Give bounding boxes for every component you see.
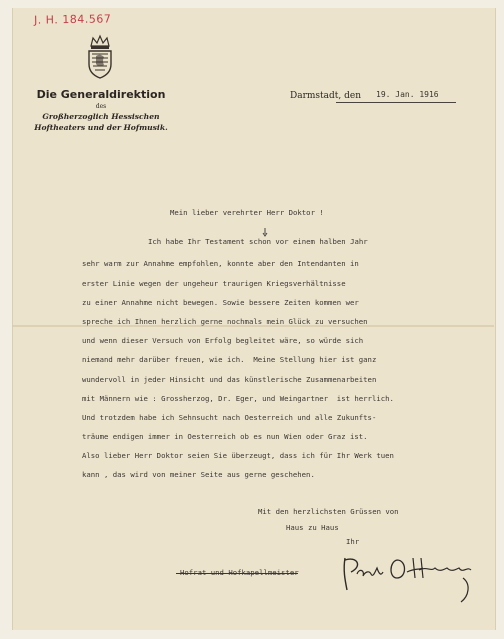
strike-through-line: [176, 573, 298, 574]
body-line: zu einer Annahme nicht bewegen. Sowie bessere Zeiten kommen wer: [82, 298, 359, 307]
closing-line-3: Ihr: [346, 537, 360, 546]
body-line: Ich habe Ihr Testament schon vor einem halben Jahr: [148, 237, 368, 246]
closing-line-1: Mit den herzlichsten Grüssen von: [258, 507, 399, 516]
letterhead-line-1: Großherzoglich Hessischen: [42, 112, 160, 121]
letterhead-des: des: [95, 103, 107, 110]
coat-of-arms-icon: [83, 34, 117, 80]
body-line: erster Linie wegen der ungeheur traurigen Kriegsverhältnisse: [82, 279, 346, 288]
body-line: mit Männern wie : Grossherzog, Dr. Eger, und Weingartner ist herrlich.: [82, 394, 394, 403]
greeting: Mein lieber verehrter Herr Doktor !: [170, 208, 324, 217]
date-underline: [336, 102, 456, 103]
body-line: sehr warm zur Annahme empfohlen, konnte aber den Intendanten in: [82, 259, 359, 268]
body-line: träume endigen immer in Oesterreich ob es nun Wien oder Graz ist.: [82, 432, 368, 441]
letterhead-line-2: Hoftheaters und der Hofmusik.: [34, 123, 168, 132]
signature: [335, 548, 485, 608]
body-line: kann , das wird von meiner Seite aus gerne geschehen.: [82, 470, 315, 479]
closing-line-2: Haus zu Haus: [286, 523, 339, 532]
body-line: Also lieber Herr Doktor seien Sie überzeugt, dass ich für Ihr Werk tuen: [82, 451, 394, 460]
letterhead: [22, 88, 180, 132]
body-line: spreche ich Ihnen herzlich gerne nochmals mein Glück zu versuchen: [82, 317, 368, 326]
body-line: und wenn dieser Versuch von Erfolg begleitet wäre, so würde sich: [82, 336, 364, 345]
archive-number: J. H. 184.567: [33, 12, 112, 27]
body-line: Und trotzdem habe ich Sehnsucht nach Oesterreich und alle Zukunfts-: [82, 413, 377, 422]
place-label: Darmstadt, den: [290, 91, 362, 101]
body-line: niemand mehr darüber freuen, wie ich. Meine Stellung hier ist ganz: [82, 355, 377, 364]
letterhead-title: Die Generaldirektion: [36, 88, 166, 101]
letter-date: 19. Jan. 1916: [376, 90, 439, 99]
body-line: wundervoll in jeder Hinsicht und das künstlerische Zusammenarbeiten: [82, 375, 377, 384]
